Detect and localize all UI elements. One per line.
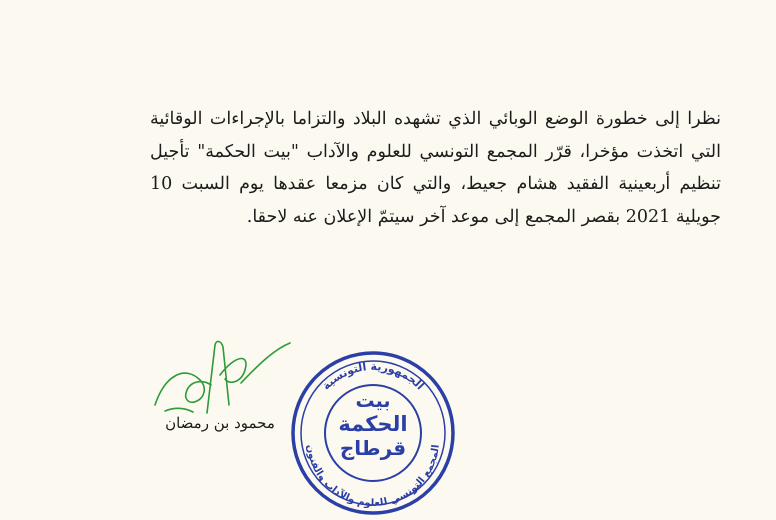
letter-body: [150, 103, 721, 233]
stamp-outer-text: [320, 360, 427, 393]
stamp-outer-textpath: الجمهورية التونسية: [319, 359, 427, 393]
stamp-center-line1: بيت: [355, 390, 391, 412]
signature-strokes: [155, 341, 290, 413]
stamp-bottom-textpath: المجمع التونسي للعلوم والآداب والفنون: [304, 443, 442, 510]
handwritten-signature: [145, 335, 295, 415]
stamp-center-line2: الحكمة: [338, 412, 408, 436]
signer-name: محمود بن رمضان: [165, 414, 275, 432]
stamp-center-line3: قرطاج: [339, 436, 407, 460]
official-stamp: [285, 345, 460, 520]
letter-paragraph: نظرا إلى خطورة الوضع الوبائي الذي تشهده البلاد والتزاما بالإجراءات الوقائية التي اتخذت مؤخرا، قرّر المجمع التونسي للعلوم والآداب "بيت الحكمة" تأجيل تنظيم أربعينية الفقيد هشام جعيط، والتي كان مزمعا عقدها يوم السبت 10 جويلية 2021 بقصر المجمع إلى موعد آخر سيتمّ الإعلان عنه لاحقا.: [150, 109, 721, 227]
